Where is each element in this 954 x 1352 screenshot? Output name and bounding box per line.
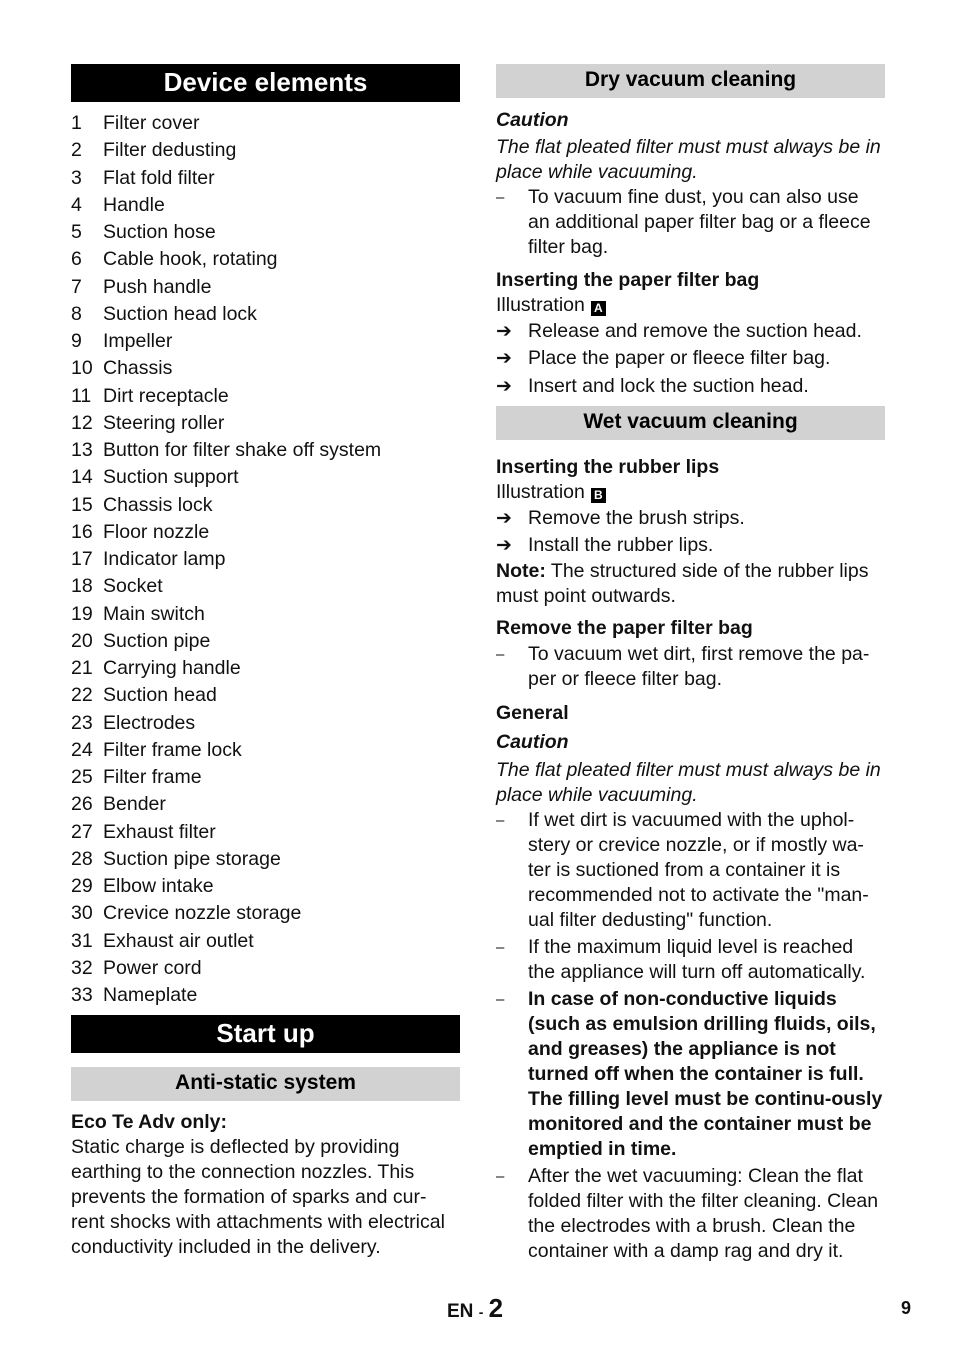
footer-language-section <box>447 1294 503 1326</box>
device-element-label: Elbow intake <box>103 875 214 897</box>
dry-dash-text: To vacuum fine dust, you can also use an additional paper filter bag or a fleece filter bag. <box>528 186 871 258</box>
device-element-number: 27 <box>71 820 93 843</box>
device-element-label: Exhaust filter <box>103 820 216 843</box>
device-element-item <box>71 655 460 682</box>
device-element-label: Main switch <box>103 602 205 625</box>
wet-vacuum-heading: Wet vacuum cleaning <box>496 406 885 440</box>
list-item <box>496 935 885 985</box>
device-element-label: Flat fold filter <box>103 166 215 189</box>
list-item <box>496 642 885 692</box>
device-element-label: Suction hose <box>103 221 216 243</box>
device-element-label: Power cord <box>103 956 202 979</box>
device-element-number: 28 <box>71 847 93 870</box>
device-element-number: 31 <box>71 929 93 952</box>
step-text: Release and remove the suction head. <box>528 320 862 342</box>
device-element-number: 25 <box>71 766 93 788</box>
illustration-label: Illustration <box>496 294 585 316</box>
footer-lang: EN <box>447 1301 474 1322</box>
device-element-label: Filter frame <box>103 766 202 788</box>
device-element-label: Filter dedusting <box>103 139 237 162</box>
illustration-b-icon: B <box>591 488 606 503</box>
device-element-item <box>71 546 460 573</box>
anti-static-body: Static charge is deflected by providing earthing to the connection nozzles. This prevents the formation of sparks and cur-rent shocks with attachments with electrical conductivity included in the delivery. <box>71 1136 445 1259</box>
rubber-lips-steps <box>496 505 885 560</box>
note-text: The structured side of the rubber lips must point outwards. <box>496 560 869 608</box>
note-label: Note: <box>496 560 546 583</box>
list-item <box>496 987 885 1162</box>
general-caution-text: The flat pleated filter must must always be in place while vacuuming. <box>496 759 881 807</box>
device-element-item <box>71 928 460 955</box>
insert-bag-illustration-ref <box>496 293 885 318</box>
device-element-label: Suction support <box>103 466 239 489</box>
device-element-item <box>71 301 460 328</box>
device-element-item <box>71 274 460 301</box>
device-element-item <box>71 846 460 873</box>
dash-marker: – <box>496 812 505 830</box>
rubber-lips-title: Inserting the rubber lips <box>496 455 720 478</box>
rubber-lips-note <box>496 559 885 609</box>
device-element-number: 20 <box>71 629 93 652</box>
device-element-item <box>71 764 460 791</box>
device-element-item <box>71 819 460 846</box>
device-element-number: 6 <box>71 248 82 271</box>
device-element-number: 26 <box>71 793 93 816</box>
arrow-right-icon: ➔ <box>496 348 512 370</box>
device-element-item <box>71 628 460 655</box>
footer-separator: - <box>478 1304 484 1320</box>
dry-vacuum-heading: Dry vacuum cleaning <box>496 64 885 98</box>
device-element-item <box>71 355 460 382</box>
device-element-label: Nameplate <box>103 984 198 1006</box>
device-element-number: 5 <box>71 221 82 243</box>
device-element-number: 17 <box>71 548 93 570</box>
list-item <box>496 505 885 532</box>
device-element-number: 14 <box>71 466 93 489</box>
list-item <box>496 185 885 260</box>
step-text: Place the paper or fleece filter bag. <box>528 347 831 370</box>
left-column <box>71 64 460 1260</box>
device-element-label: Carrying handle <box>103 657 241 679</box>
device-element-item <box>71 219 460 246</box>
remove-bag-text: To vacuum wet dirt, first remove the pa-per or fleece filter bag. <box>528 643 870 691</box>
step-text: Remove the brush strips. <box>528 506 745 529</box>
device-element-label: Floor nozzle <box>103 520 210 543</box>
device-element-number: 22 <box>71 684 93 707</box>
device-element-label: Filter cover <box>103 112 200 134</box>
device-element-number: 32 <box>71 956 93 979</box>
device-element-number: 4 <box>71 193 82 216</box>
device-element-number: 29 <box>71 875 93 897</box>
device-element-label: Steering roller <box>103 411 225 434</box>
dry-dash-list <box>496 185 885 260</box>
insert-bag-steps <box>496 318 885 400</box>
device-element-item <box>71 573 460 600</box>
device-element-item <box>71 110 460 137</box>
device-element-number: 10 <box>71 357 93 380</box>
rubber-lips-illustration-ref <box>496 480 885 505</box>
device-element-item <box>71 955 460 982</box>
device-element-label: Electrodes <box>103 711 196 734</box>
arrow-right-icon: ➔ <box>496 535 512 556</box>
arrow-right-icon: ➔ <box>496 321 512 342</box>
list-item <box>496 373 885 400</box>
device-element-label: Socket <box>103 575 163 598</box>
arrow-right-icon: ➔ <box>496 507 512 529</box>
device-element-number: 7 <box>71 275 82 298</box>
device-elements-heading: Device elements <box>71 64 460 102</box>
device-element-number: 18 <box>71 575 93 598</box>
device-element-number: 16 <box>71 520 93 543</box>
dash-marker: – <box>496 646 505 664</box>
device-element-item <box>71 873 460 900</box>
step-text: Insert and lock the suction head. <box>528 374 809 397</box>
device-element-label: Suction head lock <box>103 302 257 325</box>
device-element-number: 30 <box>71 902 93 925</box>
device-element-item <box>71 601 460 628</box>
device-element-label: Dirt receptacle <box>103 384 229 407</box>
device-element-number: 3 <box>71 166 82 189</box>
dash-marker: – <box>496 189 505 206</box>
list-item <box>496 318 885 345</box>
device-element-item <box>71 900 460 927</box>
step-text: Install the rubber lips. <box>528 534 714 556</box>
device-element-label: Indicator lamp <box>103 548 226 570</box>
device-element-item <box>71 437 460 464</box>
page-number: 9 <box>901 1298 912 1318</box>
device-element-label: Chassis lock <box>103 493 213 516</box>
device-element-item <box>71 137 460 164</box>
start-up-heading: Start up <box>71 1015 460 1053</box>
dash-marker: – <box>496 939 505 957</box>
general-list <box>496 808 885 1264</box>
list-item <box>496 532 885 559</box>
device-element-number: 33 <box>71 984 93 1006</box>
general-title: General <box>496 702 569 725</box>
device-element-item <box>71 464 460 491</box>
general-warning-text: In case of non-conductive liquids (such as emulsion drilling fluids, oils, and greases) the appliance is not turned off when the container is full. The filling level must be continu-ously monitored and the container must be emptied in time. <box>528 988 883 1161</box>
remove-bag-title: Remove the paper filter bag <box>496 617 753 640</box>
general-item-text: If wet dirt is vacuumed with the uphol-stery or crevice nozzle, or if mostly wa-ter is suctioned from a container it is recommended not to activate the "man-ual filter dedusting" function. <box>528 809 869 932</box>
device-element-number: 13 <box>71 439 93 461</box>
device-element-number: 2 <box>71 139 82 162</box>
device-element-item <box>71 165 460 192</box>
device-element-label: Handle <box>103 193 165 216</box>
device-element-label: Button for filter shake off system <box>103 439 382 461</box>
device-element-number: 24 <box>71 738 93 761</box>
device-element-number: 8 <box>71 302 82 325</box>
list-item <box>496 808 885 933</box>
device-element-label: Exhaust air outlet <box>103 929 254 952</box>
device-element-number: 11 <box>71 384 92 407</box>
device-elements-list <box>71 110 460 1009</box>
remove-bag-list <box>496 642 885 692</box>
right-column <box>496 64 885 1264</box>
dry-caution-text: The flat pleated filter must must always be in place while vacuuming. <box>496 136 881 183</box>
device-element-label: Impeller <box>103 330 173 352</box>
device-element-number: 9 <box>71 330 82 352</box>
device-element-label: Bender <box>103 793 166 816</box>
device-element-item <box>71 737 460 764</box>
device-element-label: Push handle <box>103 275 212 298</box>
device-element-label: Chassis <box>103 357 173 380</box>
device-element-item <box>71 492 460 519</box>
device-element-number: 19 <box>71 602 93 625</box>
general-caution-label: Caution <box>496 731 569 754</box>
device-element-number: 12 <box>71 411 93 434</box>
device-element-item <box>71 791 460 818</box>
list-item <box>496 345 885 372</box>
device-element-item <box>71 710 460 737</box>
device-element-item <box>71 192 460 219</box>
general-item-text: After the wet vacuuming: Clean the flat folded filter with the filter cleaning. Clean the electrodes with a brush. Clean the container with a damp rag and dry it. <box>528 1165 879 1263</box>
device-element-number: 21 <box>71 657 93 679</box>
device-element-label: Filter frame lock <box>103 738 242 761</box>
device-element-item <box>71 328 460 355</box>
device-element-item <box>71 982 460 1009</box>
device-element-item <box>71 383 460 410</box>
device-element-label: Suction pipe <box>103 629 211 652</box>
device-element-label: Suction pipe storage <box>103 847 281 870</box>
device-element-item <box>71 410 460 437</box>
device-element-number: 15 <box>71 493 93 516</box>
device-element-number: 23 <box>71 711 93 734</box>
device-element-label: Suction head <box>103 684 217 707</box>
illustration-a-icon: A <box>591 301 606 316</box>
general-item-text: If the maximum liquid level is reached the appliance will turn off automatically. <box>528 936 866 984</box>
device-element-number: 1 <box>71 112 82 134</box>
device-element-label: Cable hook, rotating <box>103 248 278 271</box>
device-element-label: Crevice nozzle storage <box>103 902 302 925</box>
illustration-label: Illustration <box>496 480 585 503</box>
insert-bag-title: Inserting the paper filter bag <box>496 269 760 291</box>
device-element-item <box>71 246 460 273</box>
arrow-right-icon: ➔ <box>496 375 512 397</box>
dry-caution-label: Caution <box>496 109 569 131</box>
device-element-item <box>71 519 460 546</box>
anti-static-subtitle: Eco Te Adv only: <box>71 1111 228 1134</box>
anti-static-heading: Anti-static system <box>71 1067 460 1101</box>
list-item <box>496 1164 885 1264</box>
device-element-item <box>71 682 460 709</box>
dash-marker: – <box>496 991 505 1009</box>
dash-marker: – <box>496 1168 505 1186</box>
footer-section-number: 2 <box>488 1293 504 1323</box>
